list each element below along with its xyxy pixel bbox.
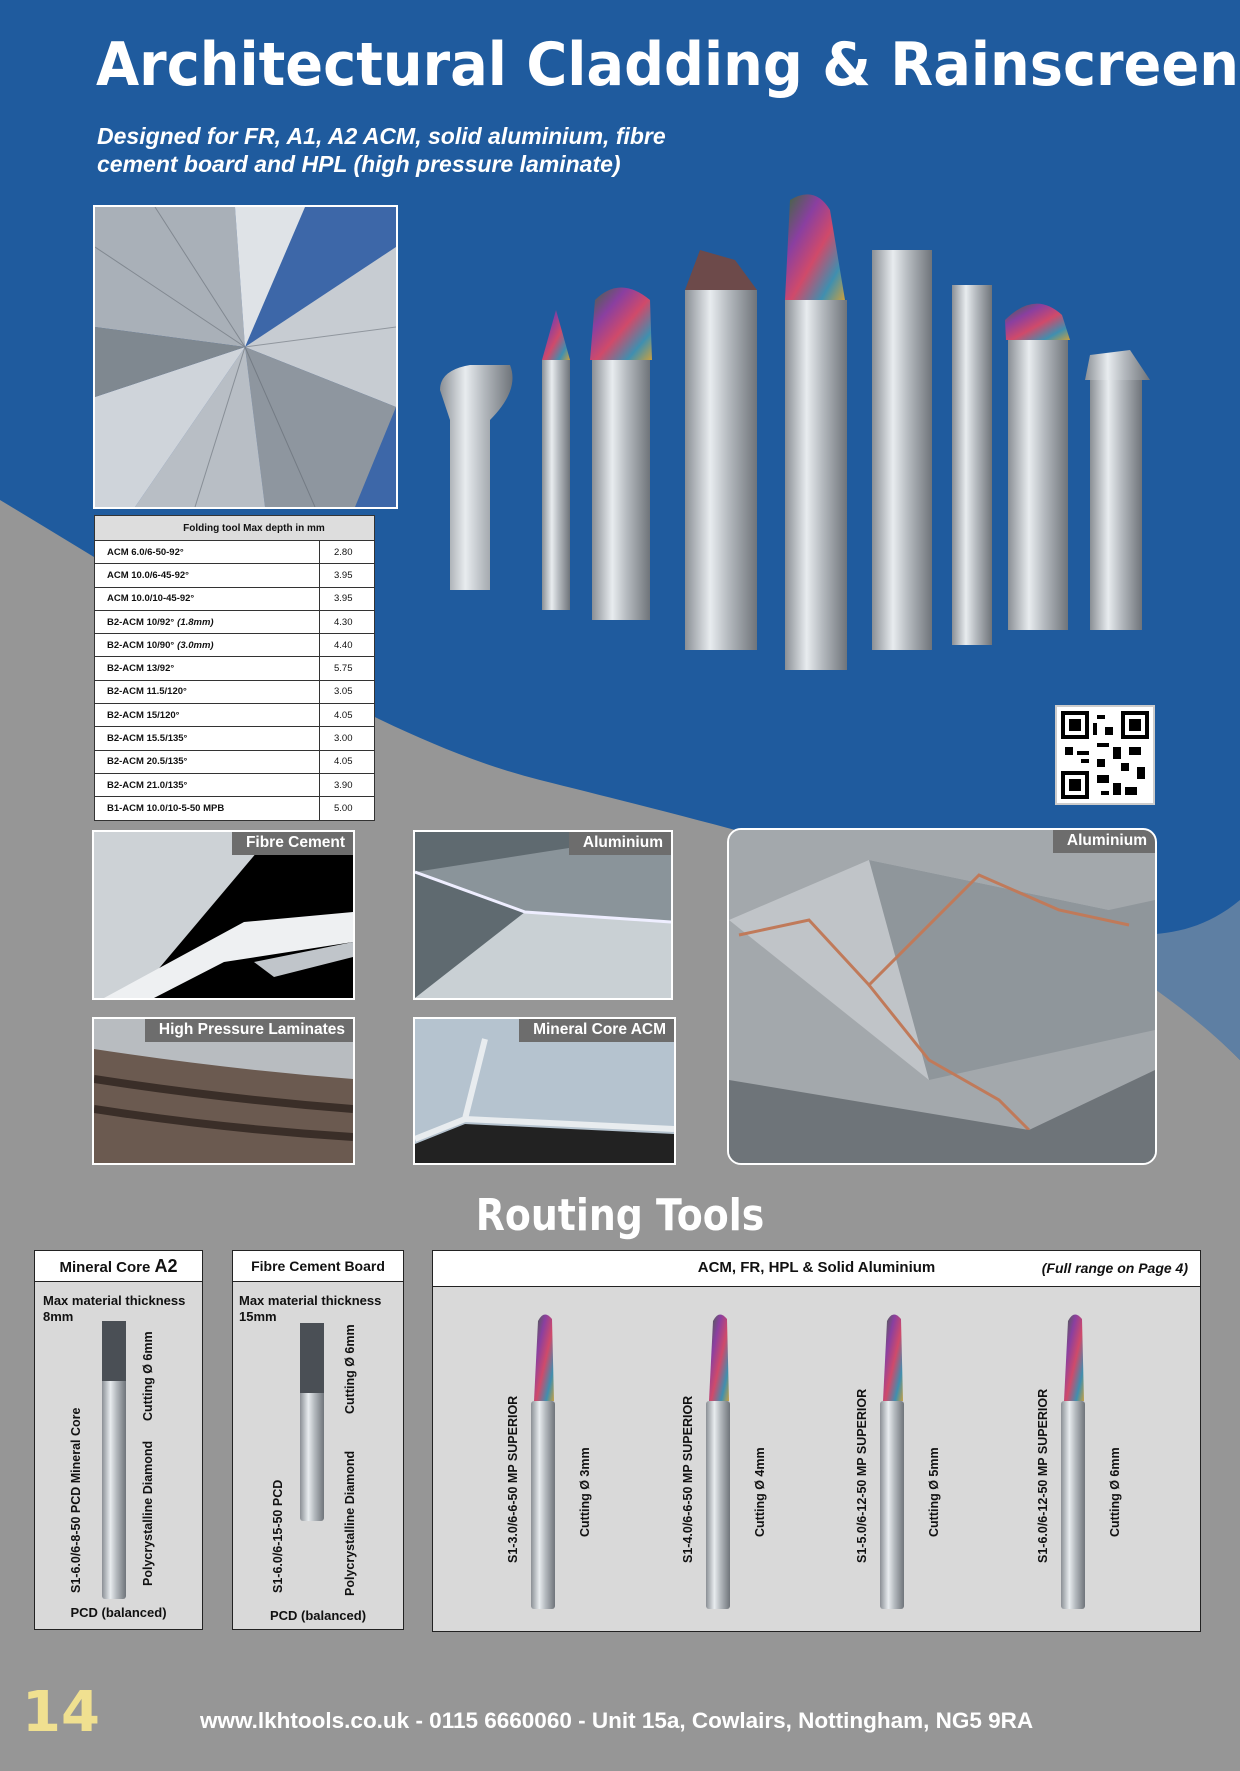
depth-table-row xyxy=(95,727,375,750)
fibre-cement-thickness-value: 15mm xyxy=(239,1309,277,1324)
depth-table-tool-code: ACM 10.0/6-45-92° xyxy=(107,569,189,581)
routing-tool-cutting: Cutting Ø 3mm xyxy=(578,1447,592,1537)
depth-table-row xyxy=(95,704,375,727)
routing-tool-code: S1-4.0/6-6-50 MP SUPERIOR xyxy=(681,1395,695,1563)
mineral-core-router-bit xyxy=(99,1321,129,1601)
subtitle-line-1: Designed for FR, A1, A2 ACM, solid aluminium, fibre xyxy=(97,123,666,149)
depth-table-row xyxy=(95,564,375,587)
depth-table-value: 3.05 xyxy=(320,680,375,703)
full-range-note: (Full range on Page 4) xyxy=(1041,1260,1188,1276)
acm-panel-title: ACM, FR, HPL & Solid Aluminium xyxy=(697,1259,936,1276)
depth-table-tool xyxy=(95,704,320,727)
mineral-core-thickness-value: 8mm xyxy=(43,1309,74,1324)
depth-table-tool-code: ACM 10.0/10-45-92° xyxy=(107,593,195,605)
page-subtitle xyxy=(97,122,737,178)
tool-3 xyxy=(590,288,652,621)
mineral-core-panel-grade: A2 xyxy=(154,1256,178,1276)
depth-table-tool xyxy=(95,541,320,564)
routing-tool-code: S1-5.0/6-12-50 MP SUPERIOR xyxy=(855,1388,869,1563)
fibre-cement-thickness xyxy=(239,1293,381,1325)
depth-table-row xyxy=(95,634,375,657)
footer-contact: www.lkhtools.co.uk - 0115 6660060 - Unit 15a, Cowlairs, Nottingham, NG5 9RA xyxy=(200,1708,1034,1733)
mineral-core-foot: PCD (balanced) xyxy=(70,1605,167,1620)
routing-tool-item xyxy=(488,1311,658,1621)
mineral-core-label: Mineral Core ACM xyxy=(519,1019,674,1042)
aluminium-small-photo xyxy=(413,830,673,1000)
hpl-label: High Pressure Laminates xyxy=(145,1019,353,1042)
depth-table-heading: Folding tool Max depth in mm xyxy=(95,516,375,541)
mineral-core-material: Polycrystalline Diamond xyxy=(141,1440,155,1586)
depth-table-value: 3.95 xyxy=(320,564,375,587)
depth-table-tool-code: B1-ACM 10.0/10-5-50 MPB xyxy=(107,802,225,814)
depth-table-tool xyxy=(95,750,320,773)
mineral-core-thickness-label: Max material thickness xyxy=(43,1293,186,1308)
routing-tool-code: S1-3.0/6-6-50 MP SUPERIOR xyxy=(506,1395,520,1563)
fibre-cement-thickness-label: Max material thickness xyxy=(239,1293,382,1308)
routing-tool-item xyxy=(837,1311,1007,1621)
subtitle-line-2: cement board and HPL (high pressure laminate) xyxy=(97,151,621,177)
aluminium-large-graphic xyxy=(729,830,1155,1163)
mineral-core-a2-panel xyxy=(34,1250,203,1630)
fibre-cement-label: Fibre Cement xyxy=(232,832,353,855)
depth-table-tool xyxy=(95,657,320,680)
fibre-cement-panel-header: Fibre Cement Board xyxy=(233,1251,403,1282)
depth-table-tool xyxy=(95,727,320,750)
folding-tools-graphic xyxy=(430,190,1160,750)
tool-8 xyxy=(1005,304,1070,630)
depth-table-value: 5.75 xyxy=(320,657,375,680)
folding-tool-depth-table xyxy=(94,515,375,821)
aluminium-large-label: Aluminium xyxy=(1053,830,1155,853)
depth-table-tool-code: B2-ACM 10/92° xyxy=(107,616,175,628)
mineral-core-panel-title: Mineral Core xyxy=(59,1259,151,1276)
depth-table-tool-code: B2-ACM 15.5/135° xyxy=(107,733,188,745)
depth-table-tool-code: B2-ACM 11.5/120° xyxy=(107,686,187,698)
depth-table-tool-code: ACM 6.0/6-50-92° xyxy=(107,546,184,558)
tool-4 xyxy=(685,250,757,650)
depth-table-value: 4.05 xyxy=(320,704,375,727)
building-cladding-photo xyxy=(93,205,398,509)
mineral-core-code: S1-6.0/6-8-50 PCD Mineral Core xyxy=(69,1407,83,1593)
routing-tool-item xyxy=(663,1311,833,1621)
fibre-cement-board-panel xyxy=(232,1250,404,1630)
depth-table-value: 3.00 xyxy=(320,727,375,750)
routing-tool-bit xyxy=(1056,1311,1090,1611)
fibre-cement-foot: PCD (balanced) xyxy=(269,1608,367,1623)
depth-table-tool-code: B2-ACM 15/120° xyxy=(107,709,180,721)
routing-tool-bit xyxy=(701,1311,735,1611)
fibre-cement-cutting: Cutting Ø 6mm xyxy=(343,1324,357,1414)
fibre-cement-router-bit xyxy=(297,1323,327,1523)
depth-table-row xyxy=(95,750,375,773)
routing-tool-bit xyxy=(875,1311,909,1611)
depth-table-row xyxy=(95,797,375,820)
depth-table-tool-code: B2-ACM 21.0/135° xyxy=(107,779,188,791)
page-number: 14 xyxy=(22,1680,100,1745)
qr-code[interactable] xyxy=(1055,705,1155,805)
routing-tool-cutting: Cutting Ø 4mm xyxy=(753,1447,767,1537)
routing-tool-cutting: Cutting Ø 5mm xyxy=(927,1447,941,1537)
depth-table-value: 4.05 xyxy=(320,750,375,773)
folding-tools-photo xyxy=(430,190,1160,750)
tool-7 xyxy=(952,285,992,645)
mineral-core-photo xyxy=(413,1017,676,1165)
hpl-photo xyxy=(92,1017,355,1165)
aluminium-small-graphic xyxy=(415,832,671,998)
mineral-core-panel-header xyxy=(35,1251,202,1282)
depth-table-tool xyxy=(95,797,320,820)
fibre-cement-graphic xyxy=(94,832,353,998)
depth-table-tool-code: B2-ACM 13/92° xyxy=(107,663,175,675)
tool-1 xyxy=(440,365,513,590)
depth-table-value: 2.80 xyxy=(320,541,375,564)
routing-tool-bit xyxy=(526,1311,560,1611)
tool-6 xyxy=(872,250,932,650)
depth-table-tool-code: B2-ACM 20.5/135° xyxy=(107,756,188,768)
depth-table-tool xyxy=(95,773,320,796)
routing-tools-title: Routing Tools xyxy=(475,1190,765,1241)
depth-table-value: 3.95 xyxy=(320,587,375,610)
depth-table-tool-note: (3.0mm) xyxy=(177,639,214,651)
fibre-cement-photo xyxy=(92,830,355,1000)
depth-table-tool xyxy=(95,680,320,703)
routing-tool-cutting: Cutting Ø 6mm xyxy=(1108,1447,1122,1537)
depth-table-row xyxy=(95,587,375,610)
tool-9 xyxy=(1085,350,1150,630)
acm-panel-header xyxy=(433,1251,1200,1287)
aluminium-large-photo xyxy=(727,828,1157,1165)
acm-fr-hpl-aluminium-panel xyxy=(432,1250,1201,1632)
page-title: Architectural Cladding & Rainscreen xyxy=(96,30,1239,100)
depth-table-value: 4.30 xyxy=(320,610,375,633)
depth-table-value: 3.90 xyxy=(320,773,375,796)
aluminium-small-label: Aluminium xyxy=(569,832,671,855)
fibre-cement-code: S1-6.0/6-15-50 PCD xyxy=(271,1479,285,1593)
depth-table-value: 4.40 xyxy=(320,634,375,657)
depth-table-tool xyxy=(95,634,320,657)
routing-tool-code: S1-6.0/6-12-50 MP SUPERIOR xyxy=(1036,1388,1050,1563)
tool-2 xyxy=(542,310,570,610)
tool-5 xyxy=(785,194,847,670)
mineral-core-cutting: Cutting Ø 6mm xyxy=(141,1331,155,1421)
depth-table-tool xyxy=(95,587,320,610)
depth-table-row xyxy=(95,610,375,633)
routing-tool-item xyxy=(1018,1311,1188,1621)
building-photo-graphic xyxy=(95,207,396,507)
depth-table-tool xyxy=(95,610,320,633)
depth-table-row xyxy=(95,657,375,680)
depth-table-value: 5.00 xyxy=(320,797,375,820)
depth-table-tool-code: B2-ACM 10/90° xyxy=(107,639,175,651)
depth-table-tool-note: (1.8mm) xyxy=(177,616,214,628)
depth-table-row xyxy=(95,773,375,796)
depth-table-row xyxy=(95,541,375,564)
depth-table-tool xyxy=(95,564,320,587)
qr-code-graphic xyxy=(1057,707,1153,803)
fibre-cement-material: Polycrystalline Diamond xyxy=(343,1450,357,1596)
depth-table-row xyxy=(95,680,375,703)
